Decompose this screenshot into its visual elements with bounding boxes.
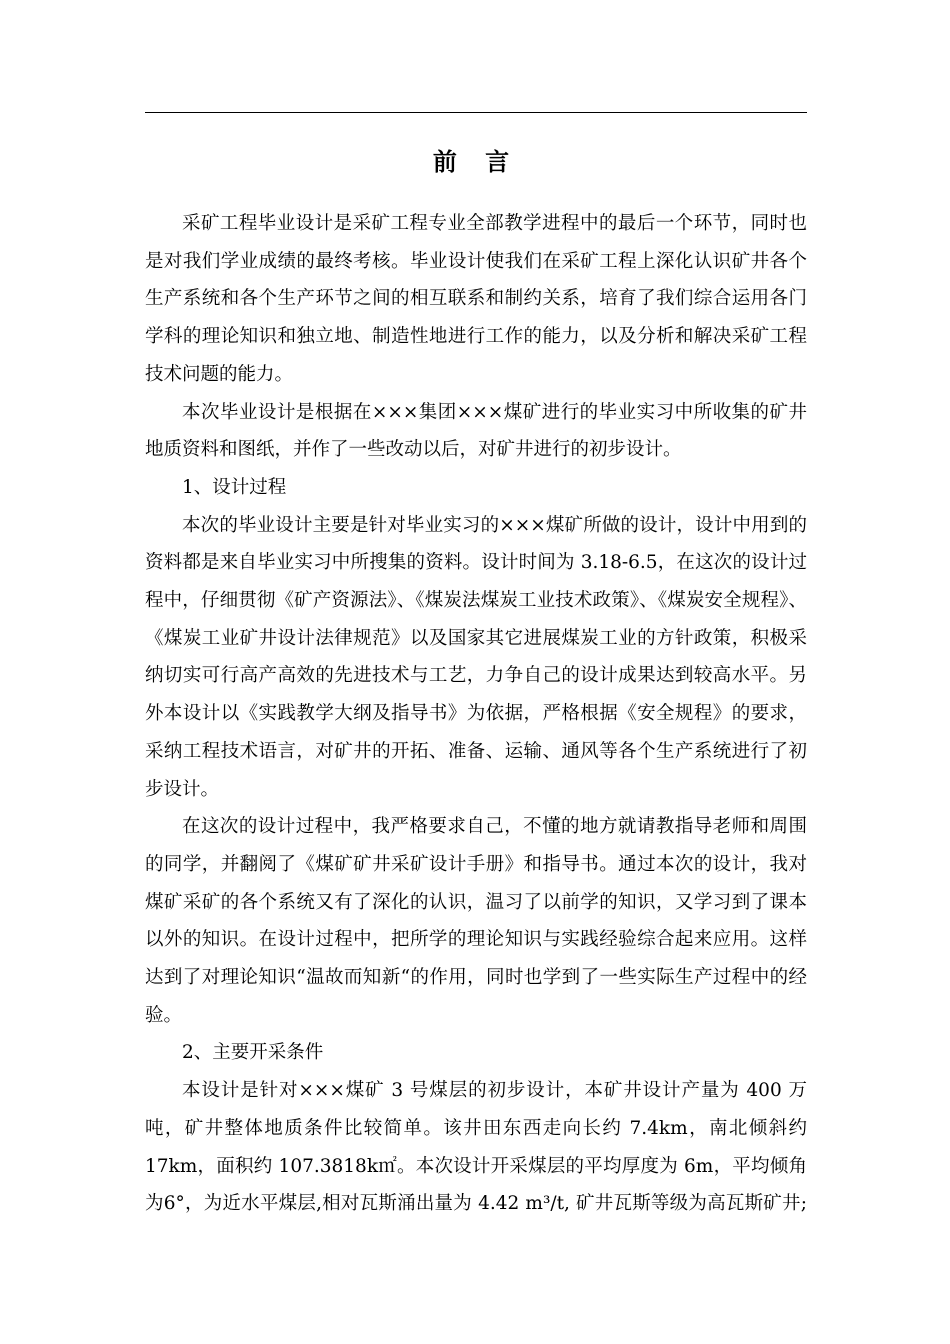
- paragraph-source: 本次毕业设计是根据在×××集团×××煤矿进行的毕业实习中所收集的矿井地质资料和图纸，并作了一些改动以后，对矿井进行的初步设计。: [145, 401, 807, 461]
- paragraph-reflection: 在这次的设计过程中，我严格要求自己，不懂的地方就请教指导老师和周围的同学，并翻阅了《煤矿矿井采矿设计手册》和指导书。通过本次的设计，我对煤矿采矿的各个系统又有了深化的认识，温习了以前学的知识，又学习到了课本以外的知识。在设计过程中，把所学的理论知识与实践经验综合起来应用。这样达到了对理论知识“温故而知新“的作用，同时也学到了一些实际生产过程中的经验。: [145, 816, 807, 1026]
- paragraph-mining-conditions: 本设计是针对×××煤矿 3 号煤层的初步设计，本矿井设计产量为 400 万吨，矿井整体地质条件比较简单。该井田东西走向长约 7.4km，南北倾斜约17km，面积约 107.3818k㎡。本次设计开采煤层的平均厚度为 6m，平均倾角为6°，为近水平煤层,相对瓦斯涌出量为 4.42 m³/t, 矿井瓦斯等级为高瓦斯矿井;: [145, 1080, 807, 1215]
- page-title: 前 言: [432, 147, 520, 176]
- body-text: [145, 205, 807, 1223]
- paragraph-intro: 采矿工程毕业设计是采矿工程专业全部教学进程中的最后一个环节，同时也是对我们学业成绩的最终考核。毕业设计使我们在采矿工程上深化认识矿井各个生产系统和各个生产环节之间的相互联系和制约关系，培育了我们综合运用各门学科的理论知识和独立地、制造性地进行工作的能力，以及分析和解决采矿工程技术问题的能力。: [145, 213, 807, 385]
- section-heading-mining-conditions: 2、主要开采条件: [182, 1042, 324, 1064]
- header-rule: [145, 112, 807, 113]
- paragraph-design-process: 本次的毕业设计主要是针对毕业实习的×××煤矿所做的设计，设计中用到的资料都是来自毕业实习中所搜集的资料。设计时间为 3.18-6.5，在这次的设计过程中，仔细贯彻《矿产资源法》、《煤炭法煤炭工业技术政策》、《煤炭安全规程》、《煤炭工业矿井设计法律规范》以及国家其它进展煤炭工业的方针政策，积极采纳切实可行高产高效的先进技术与工艺，力争自己的设计成果达到较高水平。另外本设计以《实践教学大纲及指导书》为依据，严格根据《安全规程》的要求，采纳工程技术语言，对矿井的开拓、准备、运输、通风等各个生产系统进行了初步设计。: [145, 514, 807, 800]
- section-heading-design-process: 1、设计过程: [182, 476, 287, 498]
